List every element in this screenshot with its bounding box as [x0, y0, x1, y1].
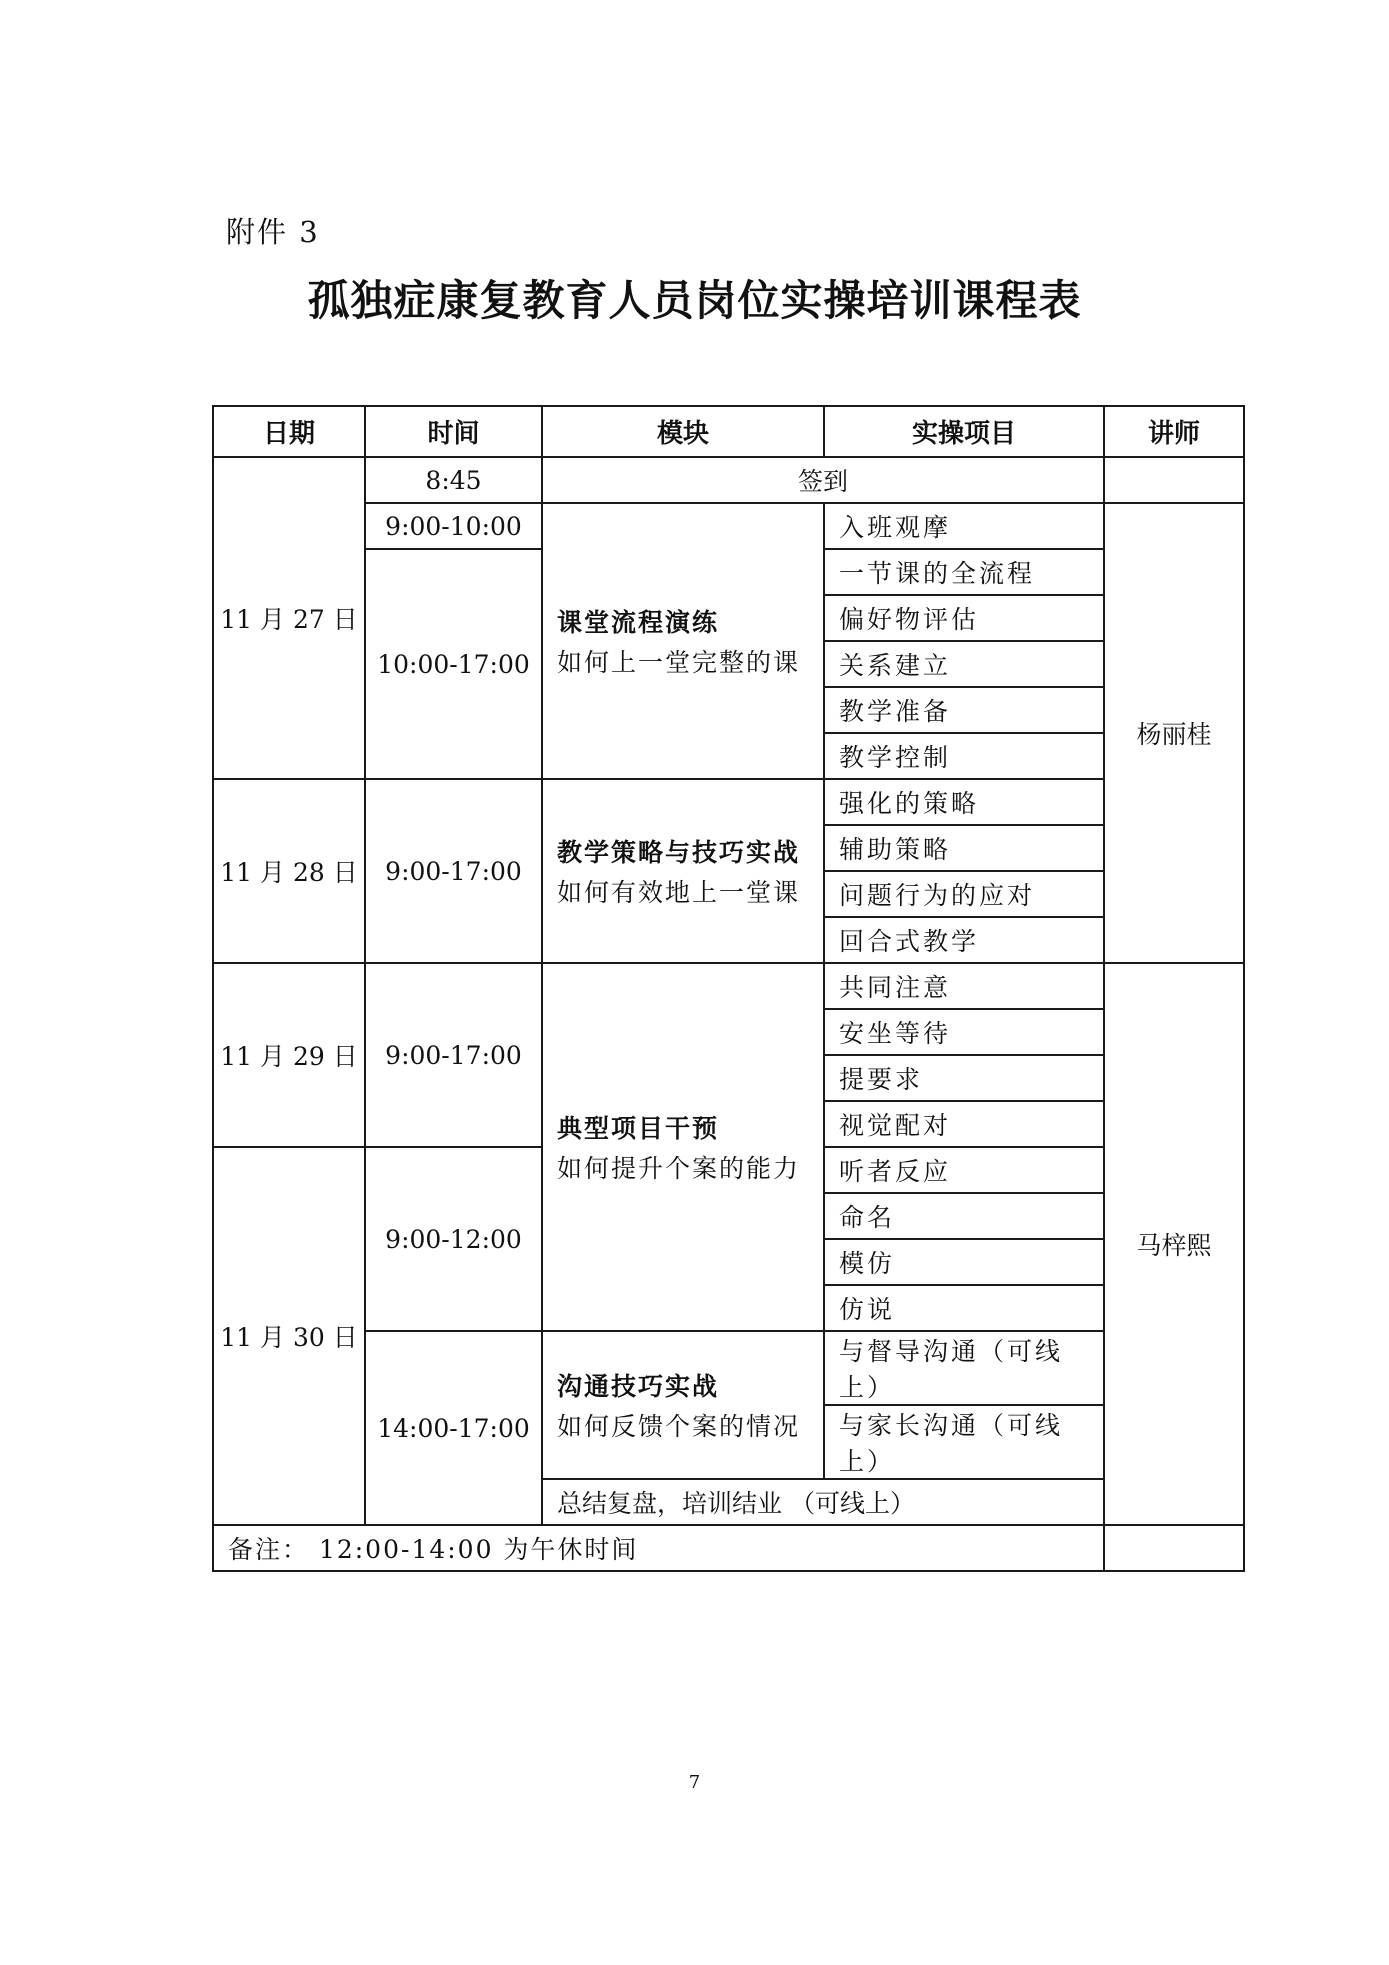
- item-cell: 共同注意: [824, 963, 1104, 1009]
- module-title: 沟通技巧实战: [557, 1372, 720, 1401]
- item-cell: 偏好物评估: [824, 595, 1104, 641]
- module-cell: [542, 1331, 824, 1479]
- header-module: 模块: [542, 406, 824, 457]
- module-title: 典型项目干预: [557, 1114, 720, 1143]
- header-date: 日期: [213, 406, 365, 457]
- signin-cell: 签到: [542, 457, 1104, 503]
- item-cell: 入班观摩: [824, 503, 1104, 549]
- header-time: 时间: [365, 406, 542, 457]
- module-cell: [542, 779, 824, 963]
- module-subtitle: 如何提升个案的能力: [557, 1154, 801, 1183]
- time-cell: 14:00-17:00: [365, 1331, 542, 1525]
- table-row: [213, 779, 1244, 825]
- time-cell: 9:00-10:00: [365, 503, 542, 549]
- item-cell: 一节课的全流程: [824, 549, 1104, 595]
- module-subtitle: 如何反馈个案的情况: [557, 1412, 801, 1441]
- module-title: 课堂流程演练: [557, 608, 720, 637]
- lecturer-cell: 杨丽桂: [1104, 503, 1244, 963]
- module-subtitle: 如何有效地上一堂课: [557, 878, 801, 907]
- date-cell: 11 月 29 日: [213, 963, 365, 1147]
- module-cell: [542, 503, 824, 779]
- date-cell: 11 月 30 日: [213, 1147, 365, 1525]
- note-cell: 备注： 12:00-14:00 为午休时间: [213, 1525, 1104, 1571]
- header-row: [213, 406, 1244, 457]
- item-cell: 安坐等待: [824, 1009, 1104, 1055]
- lecturer-cell-empty: [1104, 457, 1244, 503]
- item-cell: 回合式教学: [824, 917, 1104, 963]
- item-cell: 问题行为的应对: [824, 871, 1104, 917]
- page-title: 孤独症康复教育人员岗位实操培训课程表: [307, 276, 1082, 325]
- annex-label: 附件 3: [226, 215, 320, 249]
- table-row: [213, 963, 1244, 1009]
- date-cell: 11 月 27 日: [213, 457, 365, 779]
- schedule-table: [212, 405, 1245, 1572]
- item-cell: 关系建立: [824, 641, 1104, 687]
- item-cell: 教学控制: [824, 733, 1104, 779]
- item-cell: 教学准备: [824, 687, 1104, 733]
- module-title: 教学策略与技巧实战: [557, 838, 801, 867]
- time-cell: 10:00-17:00: [365, 549, 542, 779]
- date-cell: 11 月 28 日: [213, 779, 365, 963]
- item-cell: 辅助策略: [824, 825, 1104, 871]
- item-cell: 模仿: [824, 1239, 1104, 1285]
- item-cell: 仿说: [824, 1285, 1104, 1331]
- summary-cell: 总结复盘，培训结业 （可线上）: [542, 1479, 1104, 1525]
- note-empty-cell: [1104, 1525, 1244, 1571]
- module-cell: [542, 963, 824, 1331]
- item-cell: 命名: [824, 1193, 1104, 1239]
- page-number: 7: [688, 1772, 701, 1793]
- header-lecturer: 讲师: [1104, 406, 1244, 457]
- table-row: [213, 457, 1244, 503]
- table-row: [213, 503, 1244, 549]
- item-cell: 强化的策略: [824, 779, 1104, 825]
- item-cell: 听者反应: [824, 1147, 1104, 1193]
- lecturer-cell: 马梓熙: [1104, 963, 1244, 1525]
- header-item: 实操项目: [824, 406, 1104, 457]
- item-cell: 视觉配对: [824, 1101, 1104, 1147]
- module-subtitle: 如何上一堂完整的课: [557, 648, 801, 677]
- item-cell: 与督导沟通（可线上）: [824, 1331, 1104, 1405]
- time-cell: 9:00-17:00: [365, 963, 542, 1147]
- note-row: [213, 1525, 1244, 1571]
- table-row: [213, 1331, 1244, 1405]
- time-cell: 9:00-12:00: [365, 1147, 542, 1331]
- time-cell: 8:45: [365, 457, 542, 503]
- item-cell: 与家长沟通（可线上）: [824, 1405, 1104, 1479]
- item-cell: 提要求: [824, 1055, 1104, 1101]
- time-cell: 9:00-17:00: [365, 779, 542, 963]
